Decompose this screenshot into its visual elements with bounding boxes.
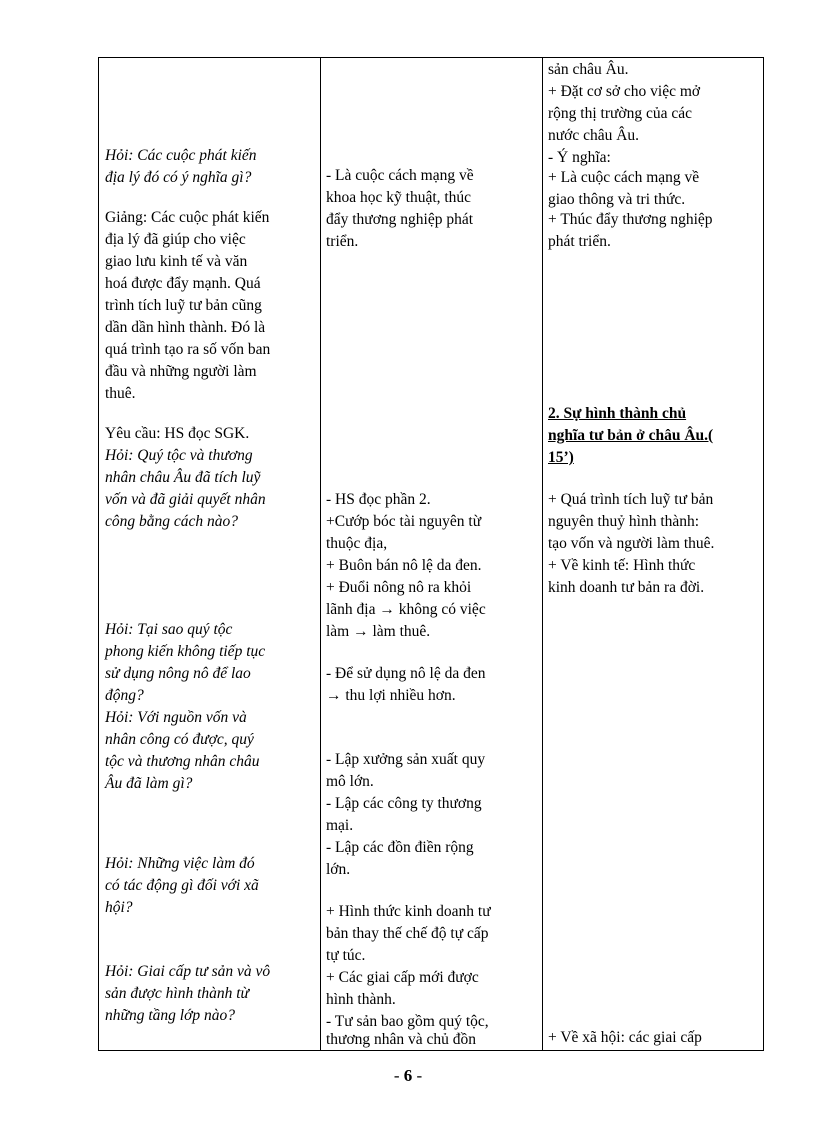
column-divider	[542, 58, 543, 1050]
section-heading: 15’)	[548, 449, 574, 466]
lecture-text: thuê.	[105, 385, 136, 402]
section-heading: 2. Sự hình thành chủ	[548, 405, 687, 422]
question-text: động?	[105, 687, 144, 704]
content-text: kinh doanh tư bản ra đời.	[548, 579, 705, 596]
answer-text: bản thay thế chế độ tự cấp	[326, 925, 489, 942]
question-text: Âu đã làm gì?	[105, 775, 193, 792]
content-text: + Là cuộc cách mạng về	[548, 169, 700, 186]
question-text: tộc và thương nhân châu	[105, 753, 260, 770]
lecture-text: trình tích luỹ tư bản cũng	[105, 297, 262, 314]
question-text: Hỏi: Giai cấp tư sản và vô	[105, 963, 271, 980]
content-text: sản châu Âu.	[548, 61, 629, 78]
lesson-table	[98, 57, 764, 1051]
answer-text: làm → làm thuê.	[326, 623, 431, 640]
answer-text: + Đuổi nông nô ra khỏi	[326, 579, 472, 596]
question-text: địa lý đó có ý nghĩa gì?	[105, 169, 252, 186]
answer-text: + Buôn bán nô lệ da đen.	[326, 557, 482, 574]
answer-text: thương nhân và chủ đồn	[326, 1031, 477, 1048]
content-text: nguyên thuỷ hình thành:	[548, 513, 700, 530]
question-text: nhân châu Âu đã tích luỹ	[105, 469, 261, 486]
answer-text: - Lập các đồn điền rộng	[326, 839, 474, 856]
question-text: sử dụng nông nô để lao	[105, 665, 251, 682]
answer-text: lớn.	[326, 861, 351, 878]
lecture-text: đầu và những người làm	[105, 363, 257, 380]
answer-text: + Các giai cấp mới được	[326, 969, 479, 986]
question-text: Hỏi: Tại sao quý tộc	[105, 621, 233, 638]
question-text: có tác động gì đối với xã	[105, 877, 259, 894]
answer-text: + Hình thức kinh doanh tư	[326, 903, 491, 920]
question-text: những tầng lớp nào?	[105, 1007, 235, 1024]
answer-text: mô lớn.	[326, 773, 374, 790]
content-text: + Đặt cơ sở cho việc mở	[548, 83, 701, 100]
question-text: công bằng cách nào?	[105, 513, 239, 530]
answer-text: lãnh địa → không có việc	[326, 601, 486, 618]
content-text: - Ý nghĩa:	[548, 149, 611, 166]
question-text: hội?	[105, 899, 133, 916]
column-divider	[320, 58, 321, 1050]
question-text: Hỏi: Các cuộc phát kiến	[105, 147, 257, 164]
answer-text: hình thành.	[326, 991, 396, 1008]
content-text: tạo vốn và người làm thuê.	[548, 535, 715, 552]
lecture-text: giao lưu kinh tế và văn	[105, 253, 248, 270]
content-text: + Thúc đẩy thương nghiệp	[548, 211, 713, 228]
answer-text: +Cướp bóc tài nguyên từ	[326, 513, 482, 530]
answer-text: - Để sử dụng nô lệ da đen	[326, 665, 486, 682]
answer-text: thuộc địa,	[326, 535, 388, 552]
instruction-text: Yêu cầu: HS đọc SGK.	[105, 425, 250, 442]
question-text: nhân công có được, quý	[105, 731, 254, 748]
content-text: + Quá trình tích luỹ tư bản	[548, 491, 714, 508]
lecture-text: quá trình tạo ra số vốn ban	[105, 341, 271, 358]
answer-text: → thu lợi nhiều hơn.	[326, 687, 456, 704]
content-text: giao thông và tri thức.	[548, 191, 686, 208]
answer-text: - Lập các công ty thương	[326, 795, 482, 812]
content-text: + Về kinh tế: Hình thức	[548, 557, 696, 574]
content-text: rộng thị trường của các	[548, 105, 692, 122]
question-text: Hỏi: Quý tộc và thương	[105, 447, 253, 464]
answer-text: - Lập xưởng sản xuất quy	[326, 751, 486, 768]
page-number: - 6 -	[393, 1066, 423, 1085]
answer-text: mại.	[326, 817, 354, 834]
lecture-text: Giảng: Các cuộc phát kiến	[105, 209, 270, 226]
lecture-text: dần dần hình thành. Đó là	[105, 319, 266, 336]
question-text: Hỏi: Những việc làm đó	[105, 855, 255, 872]
answer-text: - Tư sản bao gồm quý tộc,	[326, 1013, 489, 1030]
section-heading: nghĩa tư bản ở châu Âu.(	[548, 427, 714, 444]
lecture-text: địa lý đã giúp cho việc	[105, 231, 246, 248]
content-text: nước châu Âu.	[548, 127, 640, 144]
question-text: vốn và đã giải quyết nhân	[105, 491, 266, 508]
question-text: phong kiến không tiếp tục	[105, 643, 266, 660]
answer-text: - HS đọc phần 2.	[326, 491, 431, 508]
lecture-text: hoá được đẩy mạnh. Quá	[105, 275, 261, 292]
question-text: Hỏi: Với nguồn vốn và	[105, 709, 247, 726]
content-text: phát triển.	[548, 233, 611, 250]
answer-text: - Là cuộc cách mạng về	[326, 167, 474, 184]
question-text: sản được hình thành từ	[105, 985, 250, 1002]
answer-text: đẩy thương nghiệp phát	[326, 211, 474, 228]
content-text: + Về xã hội: các giai cấp	[548, 1029, 702, 1046]
answer-text: triển.	[326, 233, 359, 250]
answer-text: tự túc.	[326, 947, 366, 964]
answer-text: khoa học kỹ thuật, thúc	[326, 189, 472, 206]
